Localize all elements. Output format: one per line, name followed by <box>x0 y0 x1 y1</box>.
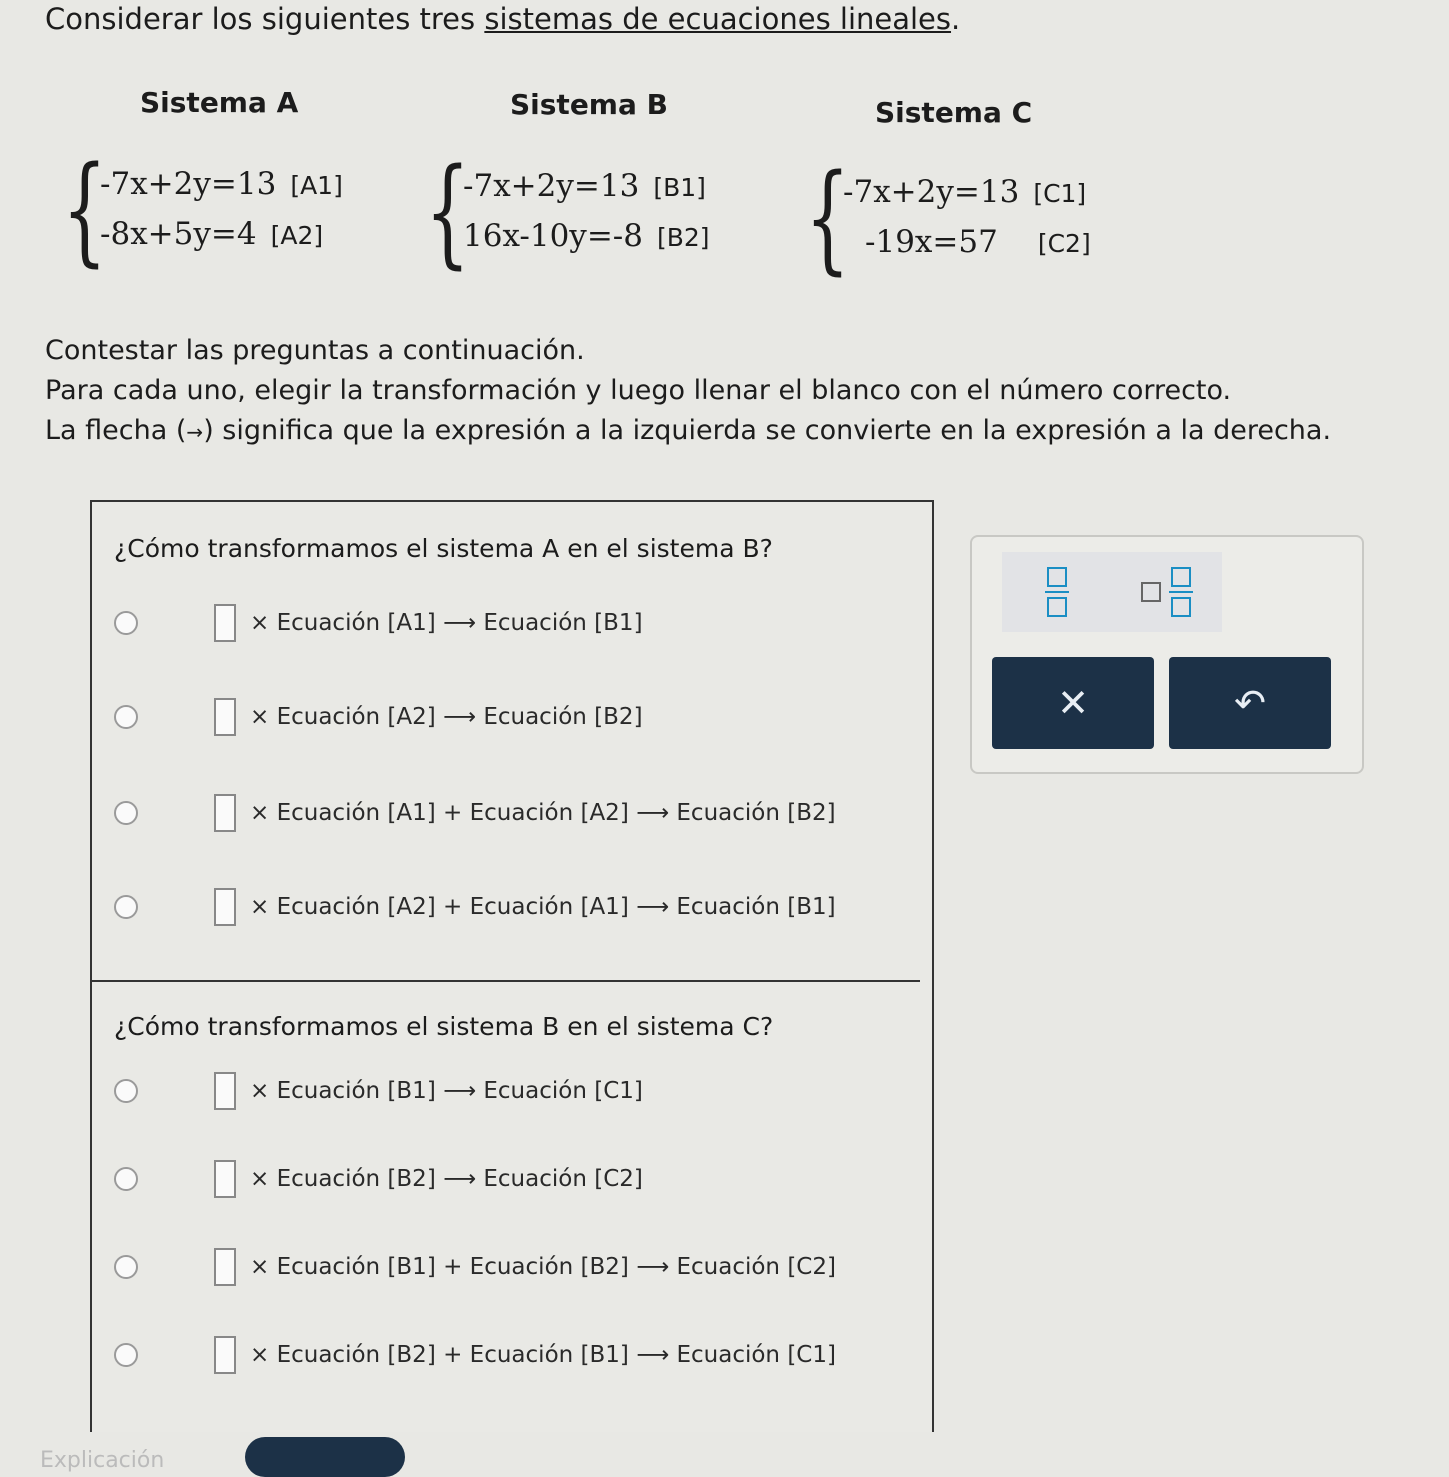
tag-c1: [C1] <box>1033 179 1087 208</box>
intro-before: Considerar los siguientes tres <box>45 2 485 36</box>
instruction-line-3 <box>45 415 1331 446</box>
mixed-number-icon <box>1141 582 1161 602</box>
question-2-option-2[interactable] <box>114 1160 643 1198</box>
question-2-option-3[interactable] <box>114 1248 836 1286</box>
system-b <box>425 142 710 280</box>
check-button[interactable] <box>245 1437 405 1477</box>
instruction-line-1: Contestar las preguntas a continuación. <box>45 335 585 366</box>
instruction-line-2: Para cada uno, elegir la transformación y luego llenar el blanco con el número correcto. <box>45 375 1232 406</box>
radio-button[interactable] <box>114 1255 138 1279</box>
blank-input[interactable] <box>214 794 236 832</box>
divider <box>92 980 920 982</box>
undo-icon: ↶ <box>1234 681 1266 725</box>
blank-input[interactable] <box>214 888 236 926</box>
question-1-option-2[interactable] <box>114 698 643 736</box>
instruction-line-3-before: La flecha ( <box>45 415 187 446</box>
radio-button[interactable] <box>114 1167 138 1191</box>
option-label: × Ecuación [B1] + Ecuación [B2] ⟶ Ecuación [C2] <box>250 1254 836 1280</box>
explanation-tab[interactable]: Explicación <box>40 1448 165 1473</box>
equation-a2: -8x+5y=4 <box>100 216 257 252</box>
equation-b1: -7x+2y=13 <box>463 168 640 204</box>
intro-after: . <box>951 2 961 36</box>
question-1-option-3[interactable] <box>114 794 836 832</box>
system-b-title: Sistema B <box>510 88 668 121</box>
equation-b2: 16x-10y=-8 <box>463 218 643 254</box>
intro-link[interactable]: sistemas de ecuaciones lineales <box>484 2 952 36</box>
system-c <box>805 148 1091 286</box>
question-2-prompt: ¿Cómo transformamos el sistema B en el sistema C? <box>114 1012 774 1041</box>
radio-button[interactable] <box>114 1079 138 1103</box>
questions-panel <box>90 500 934 1432</box>
blank-input[interactable] <box>214 1072 236 1110</box>
brace: { <box>425 142 471 280</box>
radio-button[interactable] <box>114 1343 138 1367</box>
radio-button[interactable] <box>114 611 138 635</box>
blank-input[interactable] <box>214 1248 236 1286</box>
brace: { <box>805 148 851 286</box>
option-label: × Ecuación [A2] + Ecuación [A1] ⟶ Ecuación [B1] <box>250 894 836 920</box>
radio-button[interactable] <box>114 895 138 919</box>
tag-b1: [B1] <box>653 173 706 202</box>
undo-button[interactable] <box>1169 657 1331 749</box>
equation-c1: -7x+2y=13 <box>843 174 1020 210</box>
option-label: × Ecuación [A2] ⟶ Ecuación [B2] <box>250 704 643 730</box>
fraction-tool-button[interactable] <box>1002 552 1112 632</box>
equation-a1: -7x+2y=13 <box>100 166 277 202</box>
blank-input[interactable] <box>214 1160 236 1198</box>
question-2-option-1[interactable] <box>114 1072 643 1110</box>
blank-input[interactable] <box>214 698 236 736</box>
option-label: × Ecuación [A1] ⟶ Ecuación [B1] <box>250 610 643 636</box>
equation-c2: -19x=57 <box>865 224 998 260</box>
blank-input[interactable] <box>214 1336 236 1374</box>
mixed-number-tool-button[interactable] <box>1112 552 1222 632</box>
tag-a1: [A1] <box>290 171 343 200</box>
option-label: × Ecuación [B1] ⟶ Ecuación [C1] <box>250 1078 643 1104</box>
tag-a2: [A2] <box>270 221 324 250</box>
question-1-option-4[interactable] <box>114 888 836 926</box>
instruction-line-3-after: ) significa que la expresión a la izquierda se convierte en la expresión a la derecha. <box>203 415 1332 446</box>
tag-b2: [B2] <box>657 223 710 252</box>
option-label: × Ecuación [B2] ⟶ Ecuación [C2] <box>250 1166 643 1192</box>
system-c-title: Sistema C <box>875 96 1033 129</box>
clear-button[interactable] <box>992 657 1154 749</box>
arrow-icon: → <box>186 419 204 444</box>
blank-input[interactable] <box>214 604 236 642</box>
question-1-option-1[interactable] <box>114 604 643 642</box>
radio-button[interactable] <box>114 801 138 825</box>
fraction-icon <box>1045 567 1069 617</box>
option-label: × Ecuación [B2] + Ecuación [B1] ⟶ Ecuación [C1] <box>250 1342 836 1368</box>
question-1-prompt: ¿Cómo transformamos el sistema A en el sistema B? <box>114 534 773 563</box>
close-icon: ✕ <box>1057 681 1089 725</box>
intro-text <box>45 2 960 36</box>
system-a <box>62 140 343 278</box>
system-a-title: Sistema A <box>140 86 299 119</box>
question-2-option-4[interactable] <box>114 1336 836 1374</box>
option-label: × Ecuación [A1] + Ecuación [A2] ⟶ Ecuación [B2] <box>250 800 836 826</box>
brace: { <box>62 140 108 278</box>
tag-c2: [C2] <box>1037 229 1091 258</box>
math-tools-panel <box>970 535 1364 774</box>
radio-button[interactable] <box>114 705 138 729</box>
